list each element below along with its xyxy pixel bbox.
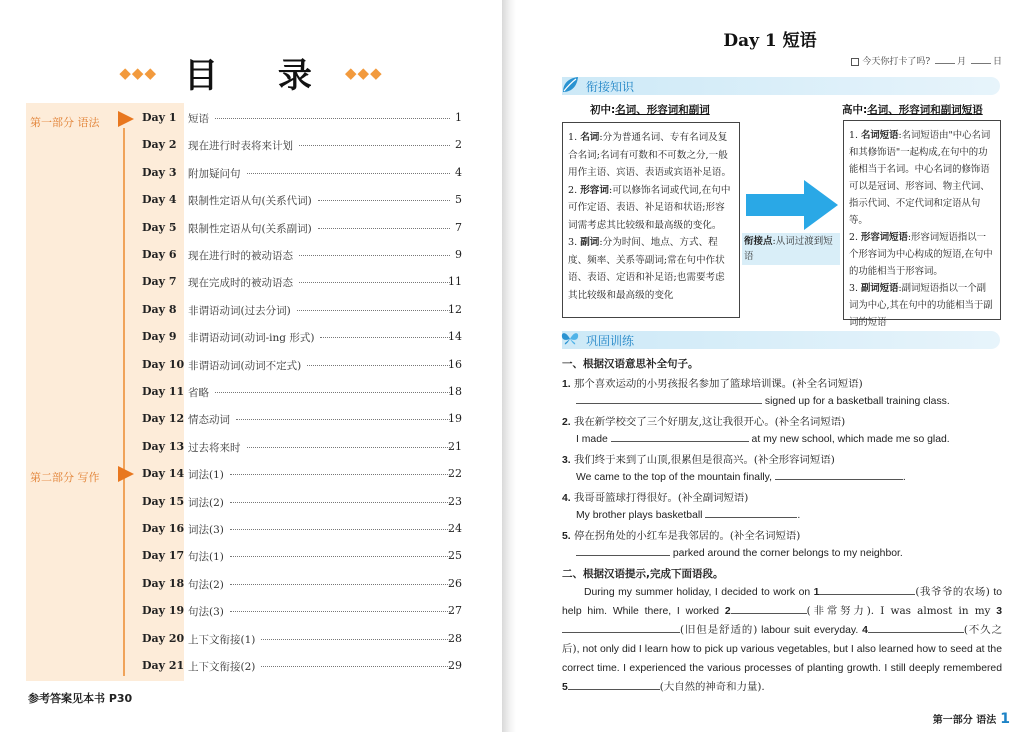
junior-knowledge-box (562, 122, 740, 318)
answer-blank[interactable] (611, 432, 749, 442)
toc-dot-leader (299, 282, 450, 283)
toc-topic: 上下文衔接(2) (188, 661, 256, 673)
exercise-chinese: 我在新学校交了三个好朋友,这让我很开心。(补全名词短语) (573, 416, 846, 428)
blank-number: 2 (724, 606, 731, 617)
toc-page-number: 26 (448, 576, 462, 590)
toc-row[interactable] (0, 493, 502, 513)
exercise-number: 5. (562, 531, 571, 542)
toc-page-number: 5 (455, 193, 462, 207)
knowledge-item (849, 280, 995, 331)
item-term: 副词 (580, 237, 600, 248)
toc-topic: 情态动词 (188, 414, 230, 427)
sentence-tail: parked around the corner belongs to my neighbor. (672, 548, 903, 559)
item-number: 3. (568, 237, 578, 248)
exercise-part1-heading: 一、根据汉语意思补全句子。 (562, 358, 699, 370)
toc-topic: 非谓语动词(过去分词) (188, 304, 291, 317)
toc-topic: 现在完成时的被动语态 (188, 277, 293, 290)
toc-row[interactable] (0, 438, 502, 458)
toc-day-label: Day 4 (142, 193, 177, 207)
toc-page-number: 16 (448, 357, 462, 371)
toc-topic: 现在进行时表将来计划 (188, 140, 293, 153)
sentence-head: We came to the top of the mountain finally, (576, 472, 772, 483)
transition-arrow-icon (746, 180, 838, 230)
answer-blank[interactable] (705, 508, 797, 518)
exercise-chinese: 我哥哥篮球打得很好。(补全副词短语) (573, 492, 749, 504)
toc-dot-leader (230, 529, 450, 530)
item-text: :副词短语指以一个副词为中心,其在句中的功能相当于副词的短语 (849, 283, 993, 328)
toc-page-number: 24 (448, 522, 462, 535)
exercise-chinese: 我们终于来到了山顶,很累但是很高兴。(补全形容词短语) (573, 454, 835, 466)
exercise-part2-heading: 二、根据汉语提示,完成下面语段。 (562, 568, 724, 580)
toc-row[interactable] (0, 219, 502, 239)
item-number: 1. (849, 130, 858, 141)
toc-dot-leader (247, 447, 450, 448)
column-prefix: 高中: (842, 104, 868, 116)
answer-blank[interactable] (576, 394, 762, 404)
part-label: 第一部分 语法 (30, 116, 100, 129)
answer-blank[interactable] (576, 546, 670, 556)
blank-number: 5 (562, 682, 568, 693)
blank-number: 3 (996, 606, 1002, 617)
passage-text: to help him. While there, I worked (562, 587, 1003, 617)
page-footer (933, 711, 1010, 727)
toc-page-number: 25 (448, 549, 462, 563)
toc-dot-leader (230, 584, 450, 585)
item-term: 名词 (580, 132, 600, 143)
diamond-decoration-left: ◆◆◆ (119, 63, 157, 82)
toc-row[interactable] (0, 630, 502, 650)
exercise-number: 2. (562, 417, 571, 428)
toc-page-number: 19 (448, 412, 462, 426)
toc-page-number: 1 (455, 111, 462, 124)
toc-page-number: 4 (455, 165, 462, 179)
blank-hint: (我爷爷的农场) (915, 586, 990, 598)
exercise-5-sentence (576, 546, 1016, 559)
answer-blank[interactable] (731, 604, 807, 614)
toc-dot-leader (318, 228, 450, 229)
toc-page (0, 0, 502, 732)
toc-page-number: 22 (448, 467, 462, 481)
senior-column-heading (842, 102, 983, 117)
column-topic: 名词、形容词和副词 (615, 104, 710, 116)
item-term: 形容词短语 (860, 232, 908, 243)
toc-page-number: 7 (455, 220, 462, 234)
toc-day-label: Day 2 (142, 138, 177, 152)
footer-label: 第一部分 语法 (932, 715, 997, 726)
day-blank[interactable] (971, 63, 991, 64)
exercise-2-sentence (576, 432, 1016, 445)
sentence-tail: at my new school, which made me so glad. (751, 434, 950, 445)
answer-blank[interactable] (775, 470, 903, 480)
exercise-1-prompt (562, 375, 1002, 390)
toc-topic: 过去将来时 (188, 441, 241, 454)
toc-page-number: 23 (448, 494, 462, 508)
toc-row[interactable] (0, 109, 502, 129)
knowledge-item (568, 129, 734, 182)
page-title: Day 1 短语 (723, 31, 817, 51)
toc-day-label: Day 18 (142, 576, 185, 590)
toc-row[interactable] (0, 328, 502, 348)
exercise-number: 1. (562, 379, 571, 390)
junior-column-heading (590, 102, 710, 117)
blank-hint: (旧但是舒适的) (680, 624, 758, 636)
toc-topic: 句法(1) (188, 551, 224, 564)
toc-page-number: 14 (448, 330, 462, 344)
toc-page-number: 11 (448, 275, 462, 289)
blank-hint: (大自然的神奇和力量). (659, 681, 765, 693)
toc-day-label: Day 16 (142, 522, 185, 535)
toc-page-number: 27 (448, 604, 462, 618)
toc-dot-leader (230, 556, 450, 557)
link-term: 衔接点 (744, 236, 773, 247)
exercise-3-sentence (576, 470, 1016, 483)
toc-day-label: Day 5 (142, 220, 177, 234)
senior-knowledge-box (843, 120, 1001, 328)
toc-day-label: Day 14 (142, 467, 185, 481)
toc-topic: 词法(2) (188, 496, 224, 509)
sentence-head: My brother plays basketball (576, 510, 703, 521)
diamond-decoration-right: ◆◆◆ (345, 63, 383, 82)
toc-page-number: 29 (448, 659, 462, 672)
toc-day-label: Day 15 (142, 494, 185, 508)
toc-dot-leader (215, 392, 450, 393)
toc-dot-leader (230, 611, 450, 612)
sentence-tail: signed up for a basketball training class. (764, 396, 950, 407)
toc-page-number: 12 (448, 302, 462, 316)
toc-topic: 限制性定语从句(关系副词) (188, 222, 312, 235)
column-prefix: 初中: (590, 104, 616, 116)
toc-title (0, 48, 502, 97)
toc-dot-leader (230, 474, 450, 475)
toc-topic: 现在进行时的被动语态 (188, 250, 293, 262)
toc-topic: 短语 (188, 113, 209, 125)
sentence-head: I made (576, 434, 608, 445)
toc-dot-leader (247, 173, 450, 174)
section-bar-practice (562, 331, 1000, 349)
knowledge-item (568, 182, 734, 235)
blank-number: 1 (813, 587, 820, 598)
toc-row[interactable] (0, 410, 502, 430)
section-bar-knowledge (562, 77, 1000, 95)
cloze-passage (562, 583, 1002, 697)
column-topic: 名词、形容词和副词短语 (867, 104, 983, 116)
toc-dot-leader (236, 419, 450, 420)
toc-dot-leader (318, 200, 450, 201)
exercise-3-prompt (562, 451, 1002, 466)
part-label: 第二部分 写作 (30, 471, 100, 484)
toc-dot-leader (261, 639, 450, 640)
blank-hint: (不久之后) (562, 624, 1003, 655)
exercise-2-prompt (562, 413, 1002, 428)
toc-page-number: 18 (448, 385, 462, 398)
toc-day-label: Day 9 (142, 330, 177, 344)
item-number: 1. (568, 132, 578, 143)
toc-topic: 句法(2) (188, 578, 224, 591)
toc-dot-leader (215, 118, 450, 119)
link-point-label (742, 233, 840, 265)
toc-row[interactable] (0, 164, 502, 184)
toc-topic: 非谓语动词(动词不定式) (188, 359, 302, 372)
toc-day-label: Day 17 (142, 549, 185, 563)
checkin-checkbox[interactable] (851, 58, 859, 66)
toc-topic: 限制性定语从句(关系代词) (188, 195, 312, 208)
toc-row[interactable] (0, 191, 502, 211)
toc-page-number: 9 (455, 248, 462, 261)
toc-day-label: Day 1 (142, 111, 177, 124)
toc-page-number: 28 (448, 631, 462, 645)
checkin-line (851, 54, 1002, 67)
toc-dot-leader (320, 337, 450, 338)
checkin-question: 今天你打卡了吗? (862, 57, 931, 67)
exercise-number: 4. (562, 493, 571, 504)
toc-day-label: Day 12 (142, 412, 185, 426)
knowledge-item (849, 229, 995, 280)
answer-blank[interactable] (568, 680, 660, 690)
item-text: :分为普通名词、专有名词及复合名词;名词有可数和不可数之分,一般用作主语、宾语、表语或宾语补足语。 (568, 132, 732, 178)
toc-topic: 句法(3) (188, 606, 224, 619)
day-label: 日 (992, 57, 1002, 67)
toc-day-label: Day 10 (142, 357, 185, 371)
toc-day-label: Day 13 (142, 439, 185, 453)
toc-day-label: Day 21 (142, 659, 185, 672)
toc-dot-leader (299, 145, 450, 146)
butterfly-icon (560, 329, 580, 349)
toc-row[interactable] (0, 657, 502, 677)
toc-dot-leader (261, 666, 450, 667)
blank-number: 4 (862, 625, 868, 636)
toc-row[interactable] (0, 575, 502, 595)
item-term: 名词短语 (860, 130, 899, 141)
knowledge-item (568, 234, 734, 304)
month-label: 月 (957, 57, 967, 67)
toc-row[interactable] (0, 301, 502, 321)
item-number: 2. (849, 232, 858, 243)
exercise-4-prompt (562, 489, 1002, 504)
exercise-chinese: 停在拐角处的小红车是我邻居的。(补全名词短语) (573, 530, 801, 542)
knowledge-item (849, 127, 995, 229)
toc-topic: 附加疑问句 (188, 167, 241, 180)
toc-row[interactable] (0, 273, 502, 293)
toc-day-label: Day 20 (142, 631, 185, 645)
toc-day-label: Day 3 (142, 165, 177, 179)
toc-topic: 词法(1) (188, 469, 224, 482)
answer-blank[interactable] (819, 585, 915, 595)
book-gutter (502, 0, 516, 732)
toc-row[interactable] (0, 246, 502, 266)
toc-day-label: Day 8 (142, 302, 177, 316)
toc-dot-leader (299, 255, 450, 256)
passage-text: During my summer holiday, I decided to work on (584, 587, 811, 598)
leaf-icon (560, 75, 580, 95)
passage-text: , not only did I learn how to pick up various vegetables, but I also learned how to seed at the correct time. I experienced the various processes of planting growth. I still deeply remembered (562, 644, 1002, 674)
toc-row[interactable] (0, 602, 502, 622)
lesson-page (516, 0, 1024, 732)
toc-dot-leader (307, 365, 450, 366)
item-text: :分为时间、地点、方式、程度、频率、关系等副词;常在句中作状语、表语、定语和补足语;也需要考虑其比较级和最高级的变化 (568, 237, 725, 301)
answer-note: 参考答案见本书 P30 (28, 692, 133, 705)
toc-heading: 目 录 (184, 56, 336, 96)
item-number: 2. (568, 184, 578, 196)
toc-topic: 非谓语动词(动词-ing 形式) (188, 332, 315, 345)
toc-day-label: Day 19 (142, 604, 185, 618)
sentence-tail: . (797, 510, 801, 521)
toc-row[interactable] (0, 547, 502, 567)
toc-page-number: 21 (448, 439, 462, 453)
toc-row[interactable] (0, 465, 502, 485)
toc-topic: 省略 (188, 387, 209, 399)
link-text: :从词过渡到短语 (744, 236, 833, 262)
toc-dot-leader (297, 310, 450, 311)
passage-text: labour suit everyday. (761, 625, 859, 636)
toc-day-label: Day 7 (142, 275, 177, 289)
toc-topic: 上下文衔接(1) (188, 633, 256, 646)
toc-day-label: Day 11 (142, 385, 185, 398)
exercise-number: 3. (562, 455, 571, 466)
exercise-5-prompt (562, 527, 1002, 542)
item-term: 形容词 (580, 184, 609, 196)
item-number: 3. (849, 283, 858, 294)
item-text: :名词短语由"中心名词和其修饰语"一起构成,在句中的功能相当于名词。中心名词的修饰语可以是冠词、形容词、物主代词、指示代词、不定代词和定语从句等。 (849, 130, 991, 226)
answer-blank[interactable] (868, 623, 964, 633)
answer-blank[interactable] (562, 623, 680, 633)
sentence-tail: . (902, 472, 906, 483)
exercise-1-sentence (576, 394, 1016, 407)
toc-day-label: Day 6 (142, 248, 177, 261)
exercise-4-sentence (576, 508, 1016, 521)
toc-row[interactable] (0, 136, 502, 156)
toc-dot-leader (230, 502, 450, 503)
toc-row[interactable] (0, 383, 502, 403)
section-title: 衔接知识 (586, 80, 635, 94)
toc-page-number: 2 (455, 138, 462, 152)
month-blank[interactable] (935, 63, 955, 64)
item-text: :可以修饰名词或代词,在句中可作定语、表语、补足语和状语;形容词需考虑其比较级和最高级的变化。 (568, 184, 731, 231)
item-term: 副词短语 (860, 283, 899, 294)
section-title: 巩固训练 (586, 334, 635, 348)
toc-topic: 词法(3) (188, 524, 224, 536)
blank-hint: (非常努力). I was almost in my (806, 605, 991, 617)
item-text: :形容词短语指以一个形容词为中心构成的短语,在句中的功能相当于形容词。 (849, 232, 993, 277)
toc-row[interactable] (0, 356, 502, 376)
page-number: 1 (1000, 711, 1010, 727)
toc-row[interactable] (0, 520, 502, 540)
exercise-chinese: 那个喜欢运动的小男孩报名参加了篮球培训课。(补全名词短语) (573, 378, 863, 390)
